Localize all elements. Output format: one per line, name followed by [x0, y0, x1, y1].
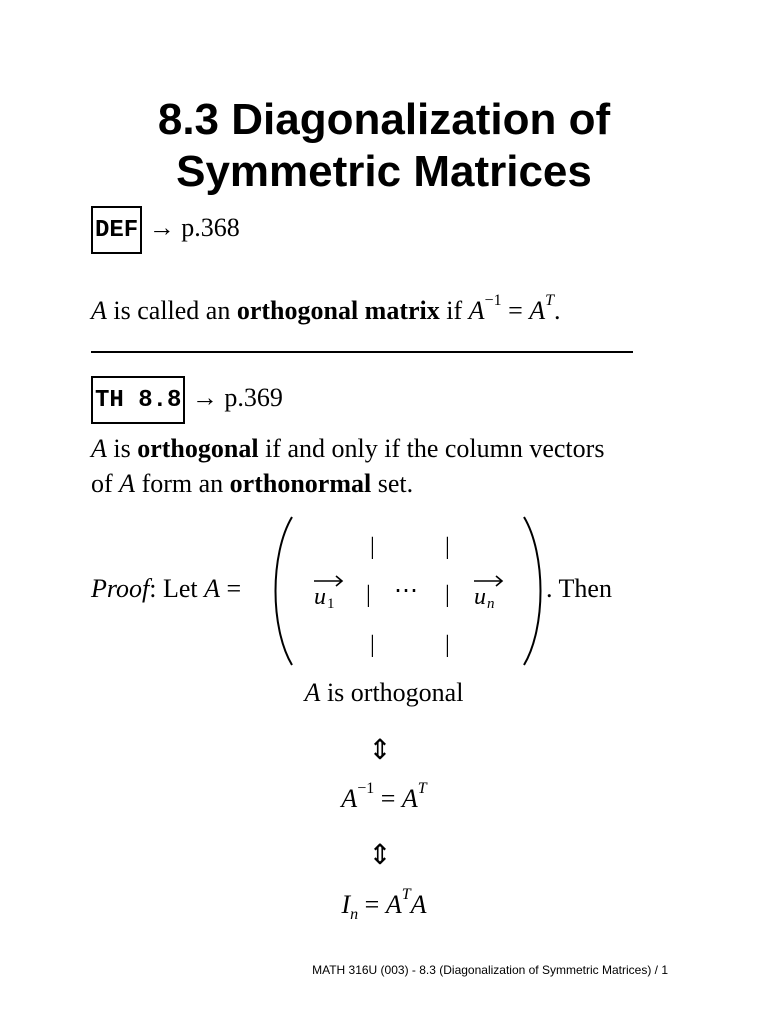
- theorem-post: if and only if the column vectors: [258, 434, 605, 463]
- matrix-ellipsis: ⋯: [394, 578, 418, 604]
- column-matrix: [270, 514, 550, 668]
- chain-step1-text: is orthogonal: [320, 678, 464, 707]
- definition-end: .: [554, 296, 561, 325]
- def-reference: [91, 206, 240, 254]
- theorem-line2-pre: of: [91, 469, 120, 498]
- theorem-var: A: [91, 434, 107, 463]
- vector-u1-sub: 1: [327, 596, 335, 612]
- vector-u1: u: [314, 584, 326, 610]
- proof-var: A: [204, 574, 221, 603]
- chain-step-1: [0, 678, 768, 708]
- page-title-line-2: Symmetric Matrices: [176, 147, 592, 196]
- theorem-term-orthonormal: orthonormal: [229, 469, 372, 498]
- theorem-arrow: →: [191, 383, 218, 412]
- theorem-line2-mid: form an: [135, 469, 230, 498]
- definition-pre: is called an: [106, 296, 237, 325]
- chain-step-2: [0, 780, 768, 814]
- chain-step2-lhs: A: [341, 784, 358, 813]
- definition-mid: if: [439, 296, 469, 325]
- proof-label: Proof: [91, 574, 150, 603]
- chain-step3-eq: =: [358, 890, 386, 919]
- def-arrow: →: [148, 213, 175, 242]
- chain-step3-lhs: I: [341, 890, 351, 919]
- vector-un: u: [474, 584, 486, 610]
- matrix-bar: |: [370, 534, 375, 560]
- theorem-reference: [91, 376, 283, 424]
- theorem-line-2: [91, 469, 413, 499]
- theorem-page-ref: p.369: [224, 383, 283, 412]
- horizontal-divider: [91, 351, 633, 353]
- page-footer: MATH 316U (003) - 8.3 (Diagonalization of Symmetric Matrices) / 1: [312, 963, 668, 977]
- matrix-bar: |: [445, 534, 450, 560]
- matrix-bar: |: [445, 582, 450, 608]
- definition-sentence: [91, 292, 561, 326]
- def-label-box: DEF: [91, 206, 142, 254]
- definition-lhs-sup: −1: [484, 292, 502, 310]
- theorem-line-1: [91, 434, 604, 464]
- chain-step2-rhs-sup: T: [417, 780, 427, 798]
- proof-text: : Let: [149, 574, 205, 603]
- chain-step2-lhs-sup: −1: [357, 780, 375, 798]
- definition-term: orthogonal matrix: [236, 296, 440, 325]
- matrix-left-paren: [276, 517, 293, 665]
- chain-step2-rhs: A: [401, 784, 418, 813]
- equivalence-arrow-icon: ⇕: [368, 735, 392, 766]
- chain-step3-lhs-sub: n: [350, 906, 359, 924]
- proof-then: . Then: [546, 574, 612, 603]
- definition-lhs: A: [468, 296, 485, 325]
- equivalence-arrow-icon: ⇕: [368, 840, 392, 871]
- matrix-right-paren: [524, 517, 541, 665]
- chain-step3-rhs-sup: T: [401, 886, 411, 904]
- proof-intro: [91, 574, 241, 604]
- chain-step2-eq: =: [374, 784, 402, 813]
- theorem-term-orthogonal: orthogonal: [137, 434, 259, 463]
- chain-step3-rhs: A: [385, 890, 402, 919]
- theorem-label-box: TH 8.8: [91, 376, 185, 424]
- theorem-line2-var: A: [119, 469, 136, 498]
- matrix-bar: |: [366, 582, 371, 608]
- theorem-line2-post: set.: [371, 469, 414, 498]
- proof-eq: =: [220, 574, 242, 603]
- chain-step-3: [0, 886, 768, 924]
- def-page-ref: p.368: [181, 213, 240, 242]
- definition-rhs-sup: T: [545, 292, 555, 310]
- matrix-bar: |: [370, 632, 375, 658]
- chain-step3-rhs2: A: [410, 890, 427, 919]
- theorem-pre: is: [106, 434, 138, 463]
- matrix-bar: |: [445, 632, 450, 658]
- definition-eq: =: [501, 296, 530, 325]
- chain-step1-var: A: [304, 678, 321, 707]
- definition-rhs: A: [529, 296, 546, 325]
- definition-var: A: [91, 296, 107, 325]
- vector-un-sub: n: [487, 596, 495, 612]
- page-title-line-1: 8.3 Diagonalization of: [157, 95, 611, 144]
